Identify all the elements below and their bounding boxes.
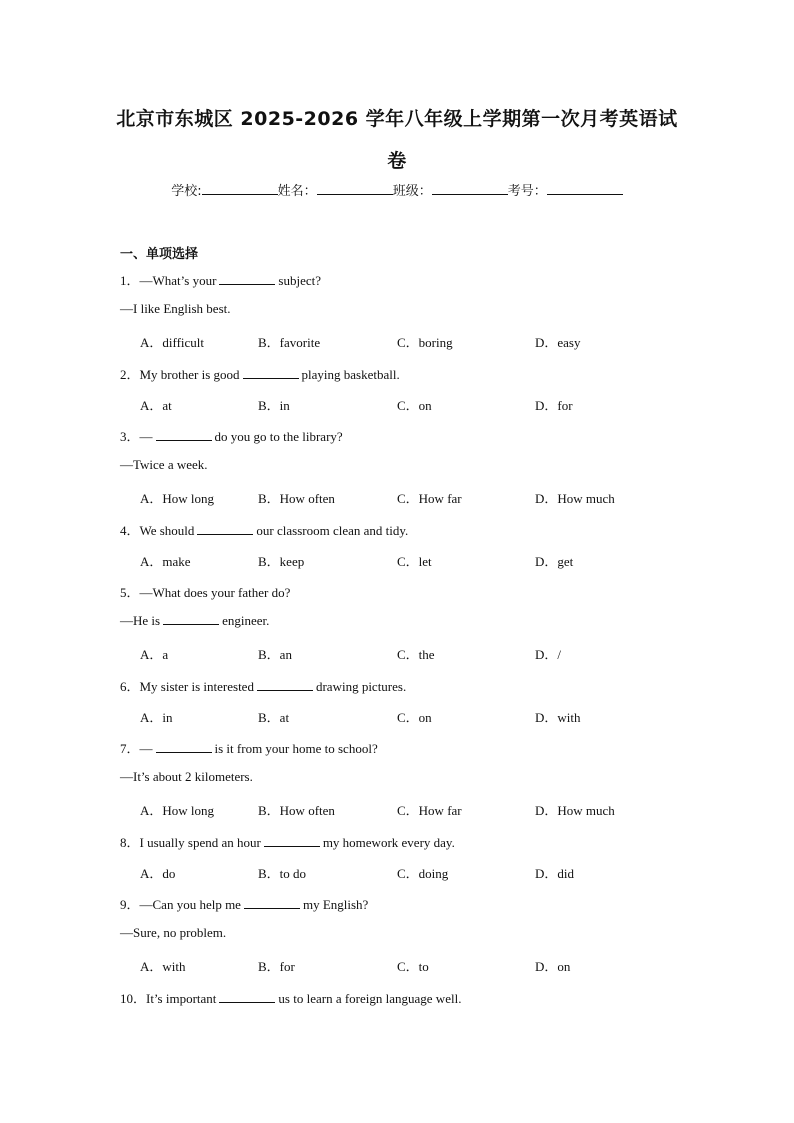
question-3-reply: —Twice a week. [120,457,208,472]
question-text: subject? [278,273,321,288]
question-text: is it from your home to school? [214,741,378,756]
class-blank[interactable] [432,182,508,195]
option-a[interactable]: A．in [140,710,173,725]
question-text: playing basketball. [301,367,400,382]
option-c[interactable]: C．on [397,710,432,725]
option-b[interactable]: B．keep [258,554,305,569]
question-text: —He is [120,613,161,628]
option-c[interactable]: C．on [397,398,432,413]
answer-blank[interactable] [163,613,219,625]
option-c[interactable]: C．the [397,647,435,662]
answer-blank[interactable] [219,273,275,285]
exam-title: 北京市东城区 2025-2026 学年八年级上学期第一次月考英语试 [116,108,678,130]
question-5: 5．—What does your father do? [120,585,291,600]
question-text: my English? [302,897,369,912]
question-text: do you go to the library? [214,429,343,444]
question-1 [120,270,321,289]
option-a[interactable]: A．at [140,398,172,413]
question-7 [120,738,378,757]
question-text: our classroom clean and tidy. [256,523,409,538]
answer-blank[interactable] [156,741,212,753]
option-a[interactable]: A．make [140,554,191,569]
answer-blank[interactable] [219,991,275,1003]
question-1-reply: —I like English best. [120,301,231,316]
option-d[interactable]: D．get [535,554,574,569]
option-a[interactable]: A．difficult [140,335,205,350]
question-text: us to learn a foreign language well. [278,991,462,1006]
exam-title-continued: 卷 [387,150,407,172]
question-8 [120,832,455,851]
question-text: my homework every day. [322,835,455,850]
option-d[interactable]: D．with [535,710,581,725]
option-d[interactable]: D．easy [535,335,581,350]
question-text: engineer. [222,613,270,628]
option-b[interactable]: B．in [258,398,290,413]
option-c[interactable]: C．to [397,959,429,974]
question-7-reply: —It’s about 2 kilometers. [120,769,253,784]
answer-blank[interactable] [264,835,320,847]
question-text: 2．My brother is good [120,367,240,382]
exam-number-label: 考号： [507,184,547,199]
option-a[interactable]: A．a [140,647,169,662]
option-d[interactable]: D．How much [535,803,615,818]
question-text: 9．—Can you help me [120,897,241,912]
question-text: 6．My sister is interested [120,679,254,694]
school-blank[interactable] [202,182,278,195]
option-b[interactable]: B．to do [258,866,307,881]
answer-blank[interactable] [197,523,253,535]
question-text: drawing pictures. [315,679,407,694]
question-9 [120,894,368,913]
name-blank[interactable] [317,182,393,195]
question-2 [120,364,400,383]
option-c[interactable]: C．boring [397,335,453,350]
option-a[interactable]: A．How long [140,491,215,506]
option-d[interactable]: D．/ [535,647,562,662]
option-b[interactable]: B．at [258,710,290,725]
option-d[interactable]: D．on [535,959,571,974]
option-c[interactable]: C．How far [397,803,462,818]
section-heading: 一、单项选择 [120,247,199,262]
option-b[interactable]: B．favorite [258,335,321,350]
answer-blank[interactable] [244,897,300,909]
student-info-row [0,180,794,199]
answer-blank[interactable] [156,429,212,441]
exam-number-blank[interactable] [547,182,623,195]
option-c[interactable]: C．doing [397,866,449,881]
question-text: 4．We should [120,523,195,538]
answer-blank[interactable] [243,367,299,379]
option-b[interactable]: B．How often [258,803,335,818]
answer-blank[interactable] [257,679,313,691]
question-10 [120,988,461,1007]
option-d[interactable]: D．How much [535,491,615,506]
option-b[interactable]: B．an [258,647,292,662]
question-text: 3．— [120,429,153,444]
option-a[interactable]: A．do [140,866,176,881]
question-5-reply [120,613,269,629]
question-text: 1．—What’s your [120,273,217,288]
option-d[interactable]: D．did [535,866,575,881]
question-6 [120,676,406,695]
question-text: 7．— [120,741,153,756]
question-9-reply: —Sure, no problem. [120,925,227,940]
option-b[interactable]: B．for [258,959,295,974]
option-c[interactable]: C．How far [397,491,462,506]
question-text: 10．It’s important [120,991,217,1006]
option-c[interactable]: C．let [397,554,432,569]
question-text: 8．I usually spend an hour [120,835,261,850]
option-d[interactable]: D．for [535,398,573,413]
option-b[interactable]: B．How often [258,491,335,506]
school-label: 学校: [171,184,202,199]
question-3 [120,426,343,445]
option-a[interactable]: A．with [140,959,186,974]
option-a[interactable]: A．How long [140,803,215,818]
question-4 [120,520,408,539]
class-label: 班级： [392,184,432,199]
name-label: 姓名： [277,184,317,199]
